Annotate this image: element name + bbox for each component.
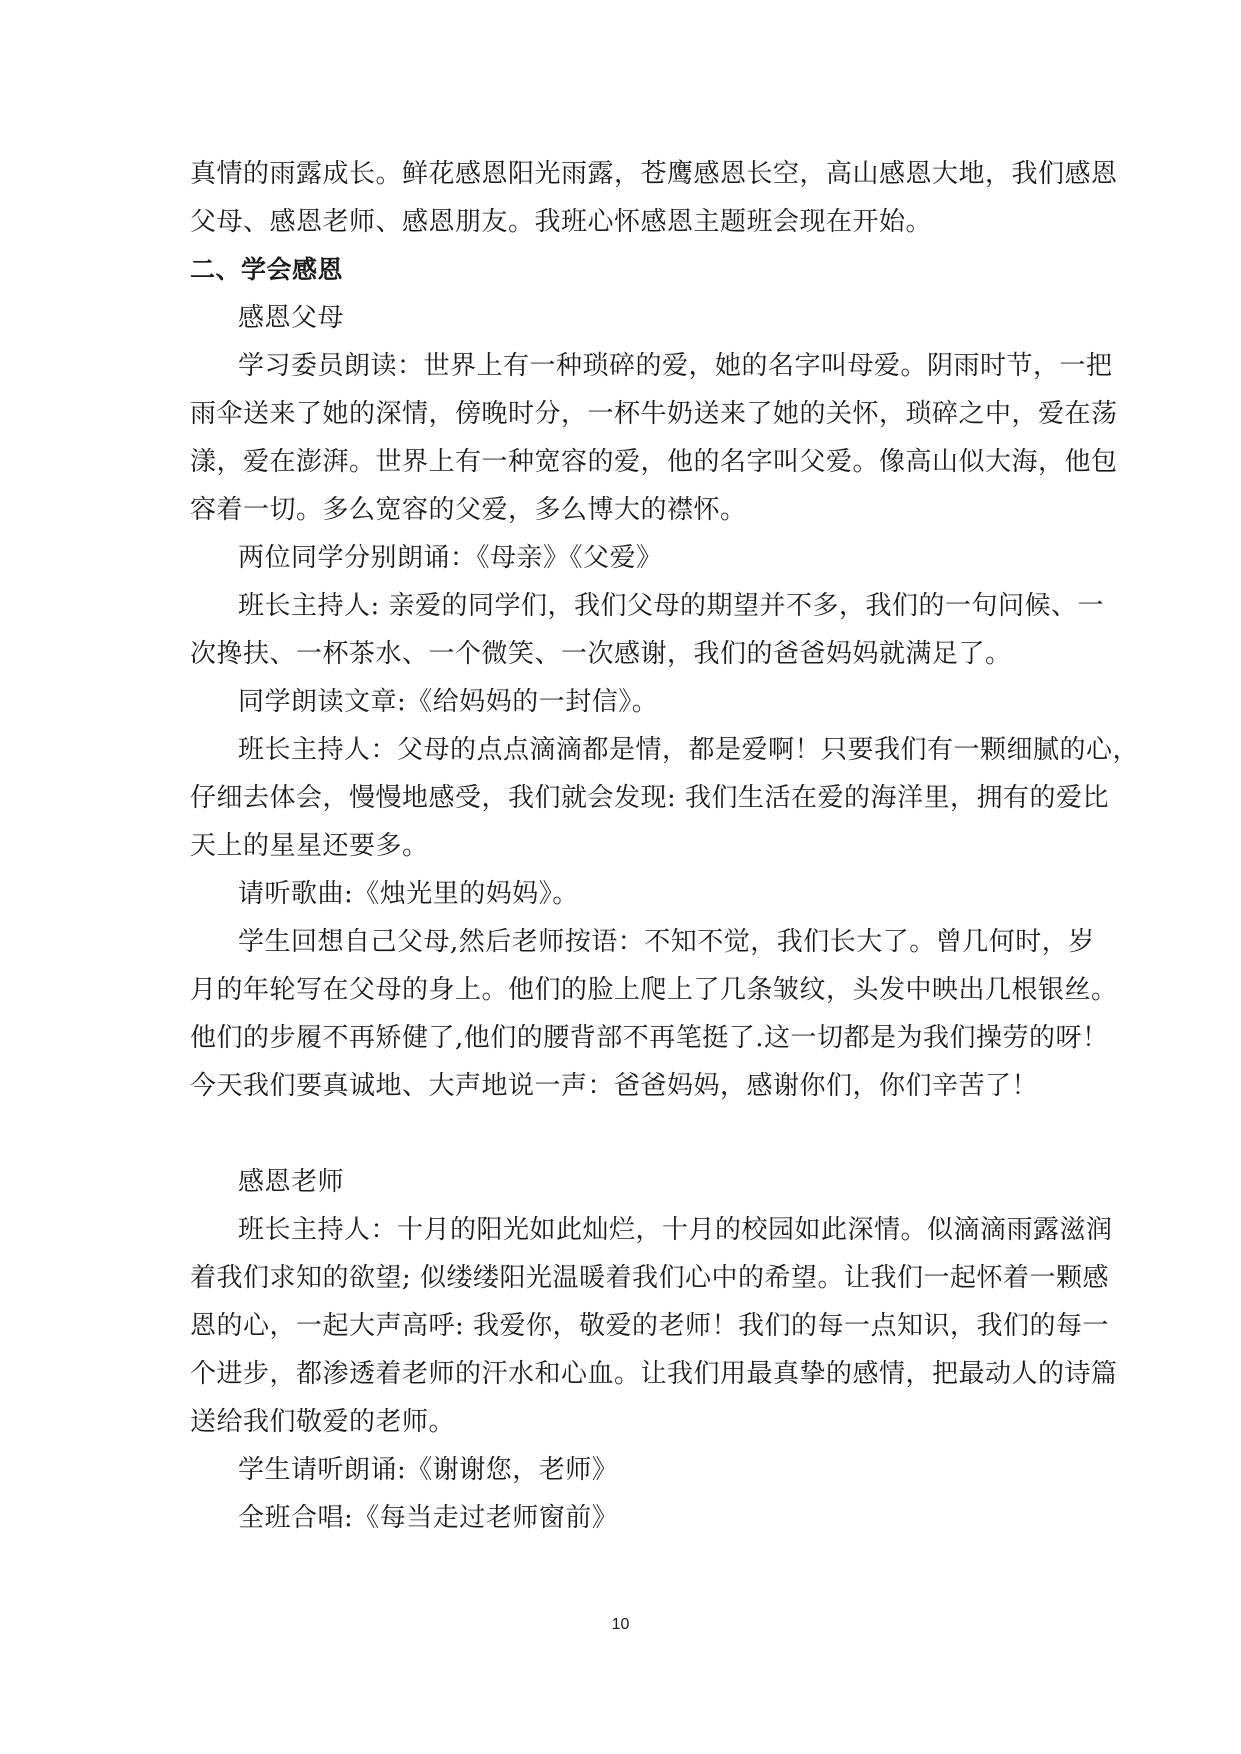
paragraph-line: 学生请听朗诵:《谢谢您，老师》 bbox=[238, 1455, 619, 1485]
paragraph-line: 送给我们敬爱的老师。 bbox=[190, 1407, 456, 1437]
subsection-title: 感恩父母 bbox=[238, 303, 345, 333]
paragraph-line: 个进步，都渗透着老师的汗水和心血。让我们用最真挚的感情，把最动人的诗篇 bbox=[190, 1359, 1118, 1389]
paragraph-line: 请听歌曲:《烛光里的妈妈》。 bbox=[238, 879, 579, 909]
paragraph-line: 同学朗读文章:《给妈妈的一封信》。 bbox=[238, 687, 659, 717]
paragraph-line: 着我们求知的欲望; 似缕缕阳光温暖着我们心中的希望。让我们一起怀着一颗感 bbox=[190, 1263, 1110, 1293]
section-heading: 二、学会感恩 bbox=[190, 255, 344, 284]
paragraph-line: 容着一切。多么宽容的父爱，多么博大的襟怀。 bbox=[190, 495, 747, 525]
paragraph-line: 班长主持人：父母的点点滴滴都是情，都是爱啊！只要我们有一颗细腻的心， bbox=[238, 735, 1140, 765]
paragraph-line: 全班合唱:《每当走过老师窗前》 bbox=[238, 1503, 619, 1533]
paragraph-line: 学生回想自己父母,然后老师按语：不知不觉，我们长大了。曾几何时，岁 bbox=[238, 927, 1095, 957]
page-number: 10 bbox=[611, 1616, 630, 1633]
paragraph-line: 恩的心，一起大声高呼: 我爱你，敬爱的老师！我们的每一点知识，我们的每一 bbox=[190, 1311, 1110, 1341]
subsection-title: 感恩老师 bbox=[238, 1167, 345, 1197]
paragraph-line: 今天我们要真诚地、大声地说一声：爸爸妈妈，感谢你们，你们辛苦了！ bbox=[190, 1071, 1039, 1101]
paragraph-line: 两位同学分别朗诵：《母亲》《父爱》 bbox=[238, 543, 663, 573]
paragraph-line: 他们的步履不再矫健了,他们的腰背部不再笔挺了.这一切都是为我们操劳的呀！ bbox=[190, 1023, 1109, 1053]
paragraph-line: 仔细去体会，慢慢地感受，我们就会发现: 我们生活在爱的海洋里，拥有的爱比 bbox=[190, 783, 1110, 813]
paragraph-line: 班长主持人: 亲爱的同学们，我们父母的期望并不多，我们的一句问候、一 bbox=[238, 591, 1105, 621]
paragraph-line: 真情的雨露成长。鲜花感恩阳光雨露，苍鹰感恩长空，高山感恩大地，我们感恩 bbox=[190, 159, 1118, 189]
paragraph-line: 次搀扶、一杯茶水、一个微笑、一次感谢，我们的爸爸妈妈就满足了。 bbox=[190, 639, 1012, 669]
paragraph-line: 父母、感恩老师、感恩朋友。我班心怀感恩主题班会现在开始。 bbox=[190, 207, 933, 237]
paragraph-line: 学习委员朗读：世界上有一种琐碎的爱，她的名字叫母爱。阴雨时节，一把 bbox=[238, 351, 1113, 381]
paragraph-line: 天上的星星还要多。 bbox=[190, 831, 429, 861]
paragraph-line: 漾，爱在澎湃。世界上有一种宽容的爱，他的名字叫父爱。像高山似大海，他包 bbox=[190, 447, 1118, 477]
paragraph-line: 月的年轮写在父母的身上。他们的脸上爬上了几条皱纹，头发中映出几根银丝。 bbox=[190, 975, 1118, 1005]
paragraph-line: 班长主持人：十月的阳光如此灿烂，十月的校园如此深情。似滴滴雨露滋润 bbox=[238, 1215, 1113, 1245]
paragraph-line: 雨伞送来了她的深情，傍晚时分，一杯牛奶送来了她的关怀，琐碎之中，爱在荡 bbox=[190, 399, 1118, 429]
